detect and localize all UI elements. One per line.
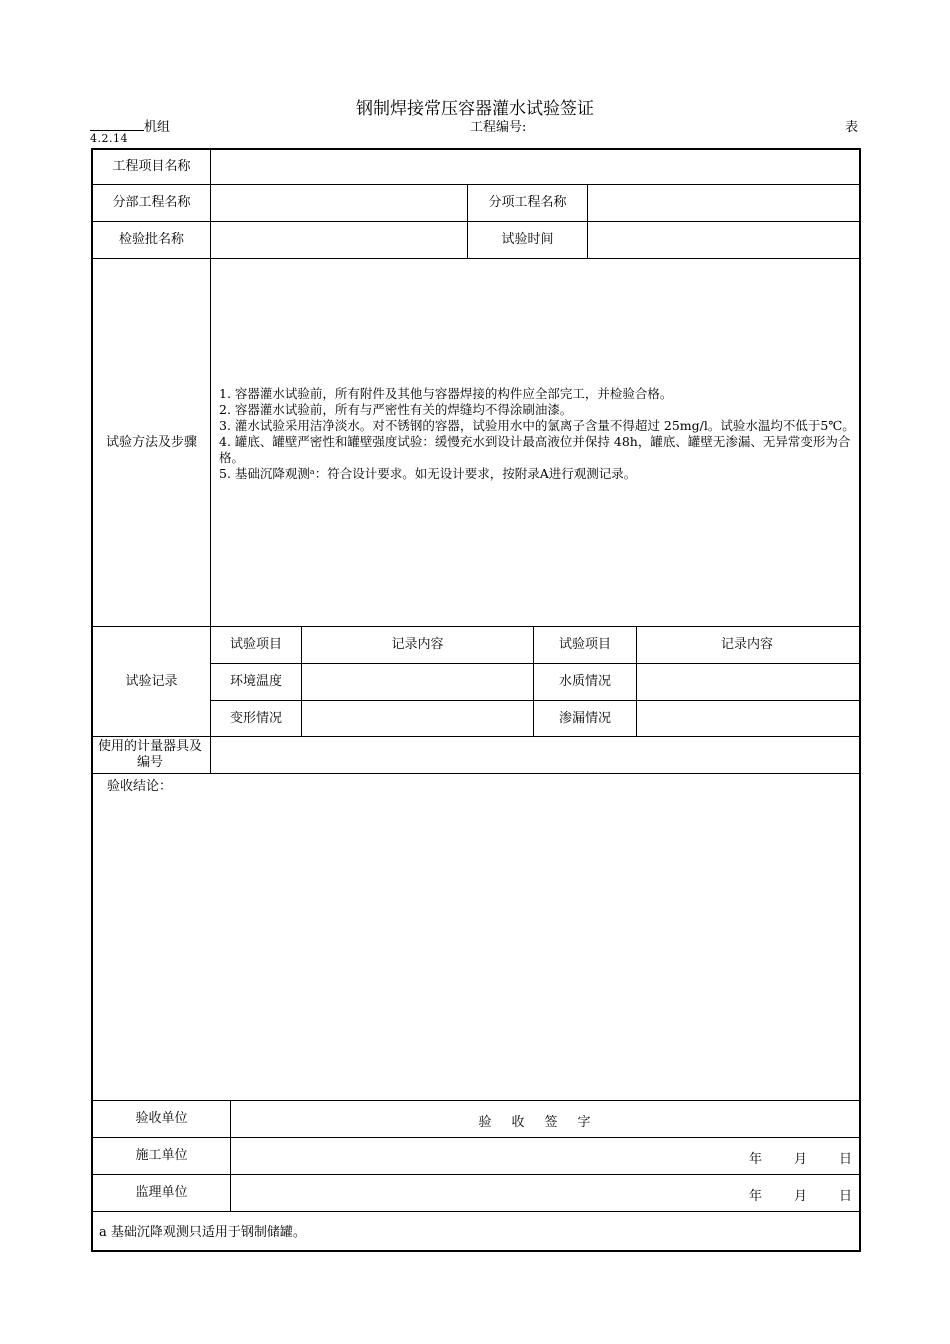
step-item: 5. 基础沉降观测ᵃ：符合设计要求。如无设计要求，按附录A进行观测记录。 (219, 466, 637, 481)
batch-input[interactable] (211, 222, 467, 258)
record-col-item-1: 试验项目 (229, 637, 282, 652)
step-item: 4. 罐底、罐壁严密性和罐壁强度试验：缓慢充水到设计最高液位并保持 48h，罐底、罐壁无渗漏、无异常变形为合格。 (219, 434, 851, 465)
subdivision-input[interactable] (588, 185, 857, 221)
method-label: 试验方法及步骤 (105, 434, 197, 450)
signature-header: 验收签字 (478, 1114, 611, 1130)
batch-label: 检验批名称 (118, 232, 184, 247)
project-name-label: 工程项目名称 (112, 159, 191, 174)
table-number: 4.2.14 (90, 132, 128, 145)
unit-suffix: 机组 (144, 120, 171, 135)
supervision-unit-label: 监理单位 (135, 1185, 188, 1200)
water-quality-label: 水质情况 (558, 674, 611, 689)
deformation-label: 变形情况 (229, 710, 282, 726)
record-label: 试验记录 (125, 673, 178, 689)
construction-date[interactable] (749, 1148, 852, 1167)
env-temp-label: 环境温度 (229, 674, 282, 689)
step-item: 2. 容器灌水试验前，所有与严密性有关的焊缝均不得涂刷油漆。 (219, 402, 573, 417)
instrument-label: 使用的计量器具及编号 (97, 739, 202, 770)
unit-blank[interactable] (90, 118, 144, 131)
leakage-label: 渗漏情况 (558, 710, 611, 726)
record-col-content-1: 记录内容 (391, 637, 444, 652)
table-label: 表 (845, 120, 859, 135)
record-col-content-2: 记录内容 (720, 637, 773, 652)
month-label: 月 (793, 1189, 807, 1204)
instrument-input[interactable] (211, 737, 857, 773)
method-steps (219, 386, 855, 482)
year-label: 年 (748, 1152, 762, 1167)
record-col-item-2: 试验项目 (558, 637, 611, 652)
division-input[interactable] (211, 185, 467, 221)
leakage-input[interactable] (637, 701, 857, 736)
project-no-label: 工程编号: (470, 120, 527, 135)
deformation-input[interactable] (302, 701, 533, 736)
conclusion-area[interactable] (93, 795, 857, 1095)
division-label: 分部工程名称 (112, 195, 191, 210)
month-label: 月 (793, 1152, 807, 1167)
acceptance-unit-label: 验收单位 (135, 1111, 188, 1126)
footnote: a 基础沉降观测只适用于钢制储罐。 (99, 1225, 306, 1240)
test-time-label: 试验时间 (501, 232, 554, 247)
subdivision-label: 分项工程名称 (488, 195, 567, 210)
page-title: 钢制焊接常压容器灌水试验签证 (356, 99, 594, 119)
conclusion-label: 验收结论： (107, 779, 173, 794)
supervision-date[interactable] (749, 1185, 852, 1204)
step-item: 3. 灌水试验采用洁净淡水。对不锈钢的容器，试验用水中的氯离子含量不得超过 25mg/l。试验水温均不低于5℃。 (219, 418, 855, 433)
env-temp-input[interactable] (302, 664, 533, 700)
day-label: 日 (838, 1189, 852, 1204)
day-label: 日 (838, 1152, 852, 1167)
project-name-input[interactable] (211, 150, 857, 184)
step-item: 1. 容器灌水试验前，所有附件及其他与容器焊接的构件应全部完工，并检验合格。 (219, 386, 673, 401)
year-label: 年 (748, 1189, 762, 1204)
water-quality-input[interactable] (637, 664, 857, 700)
test-time-input[interactable] (588, 222, 857, 258)
construction-unit-label: 施工单位 (135, 1148, 188, 1163)
